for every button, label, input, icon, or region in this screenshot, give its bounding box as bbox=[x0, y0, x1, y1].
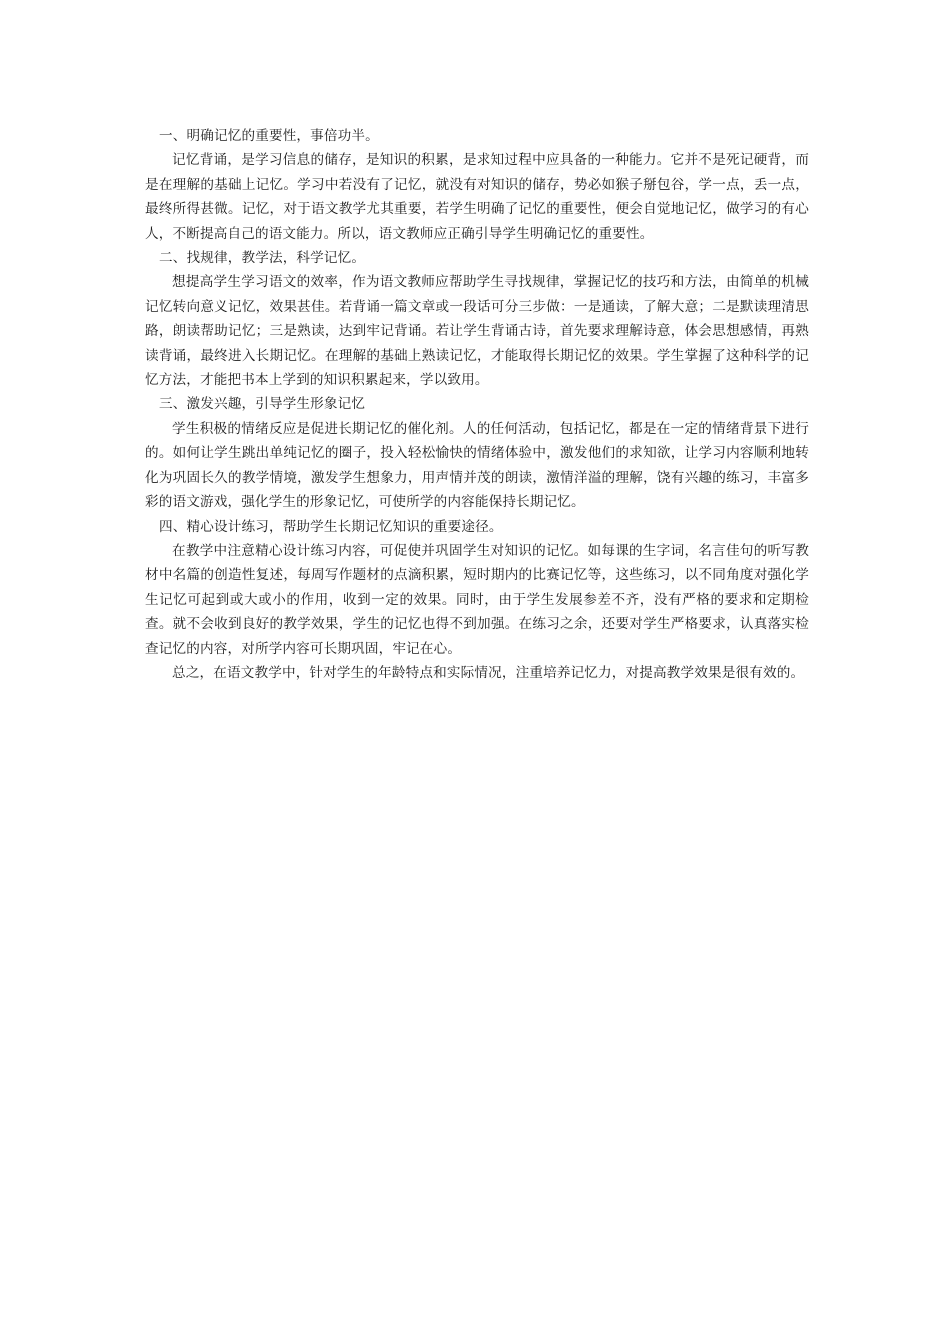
body-paragraph-1: 记忆背诵，是学习信息的储存，是知识的积累，是求知过程中应具备的一种能力。它并不是死记硬背，而是在理解的基础上记忆。学习中若没有了记忆，就没有对知识的储存，势必如猴子掰包谷，学一点，丢一点，最终所得甚微。记忆，对于语文教学尤其重要，若学生明确了记忆的重要性，便会自觉地记忆，做学习的有心人，不断提高自己的语文能力。所以，语文教师应正确引导学生明确记忆的重要性。 bbox=[145, 152, 809, 242]
body-paragraph-2: 想提高学生学习语文的效率，作为语文教师应帮助学生寻找规律，掌握记忆的技巧和方法，由简单的机械记忆转向意义记忆，效果甚佳。若背诵一篇文章或一段话可分三步做：一是通读，了解大意；二是默读理清思路，朗读帮助记忆；三是熟读，达到牢记背诵。若让学生背诵古诗，首先要求理解诗意，体会思想感情，再熟读背诵，最终进入长期记忆。在理解的基础上熟读记忆，才能取得长期记忆的效果。学生掌握了这种科学的记忆方法，才能把书本上学到的知识积累起来，学以致用。 bbox=[145, 274, 809, 389]
document-body bbox=[145, 124, 809, 685]
conclusion-paragraph: 总之，在语文教学中，针对学生的年龄特点和实际情况，注重培养记忆力，对提高教学效果是很有效的。 bbox=[172, 664, 805, 681]
section-heading-3: 三、激发兴趣，引导学生形象记忆 bbox=[159, 396, 366, 413]
body-paragraph-4: 在教学中注意精心设计练习内容，可促使并巩固学生对知识的记忆。如每课的生字词，名言佳句的听写教材中名篇的创造性复述，每周写作题材的点滴积累，短时期内的比赛记忆等，这些练习，以不同角度对强化学生记忆可起到或大或小的作用，收到一定的效果。同时，由于学生发展参差不齐，没有严格的要求和定期检查。就不会收到良好的教学效果，学生的记忆也得不到加强。在练习之余，还要对学生严格要求，认真落实检查记忆的内容，对所学内容可长期巩固，牢记在心。 bbox=[145, 542, 809, 657]
section-heading-4: 四、精心设计练习，帮助学生长期记忆知识的重要途径。 bbox=[159, 518, 503, 535]
section-heading-1: 一、明确记忆的重要性，事倍功半。 bbox=[159, 128, 379, 144]
section-heading-2: 二、找规律，教学法，科学记忆。 bbox=[159, 250, 366, 267]
body-paragraph-3: 学生积极的情绪反应是促进长期记忆的催化剂。人的任何活动，包括记忆，都是在一定的情绪背景下进行的。如何让学生跳出单纯记忆的圈子，投入轻松愉快的情绪体验中，激发他们的求知欲，让学习内容顺利地转化为巩固长久的教学情境，激发学生想象力，用声情并茂的朗读，激情洋溢的理解，饶有兴趣的练习，丰富多彩的语文游戏，强化学生的形象记忆，可使所学的内容能保持长期记忆。 bbox=[145, 420, 809, 511]
